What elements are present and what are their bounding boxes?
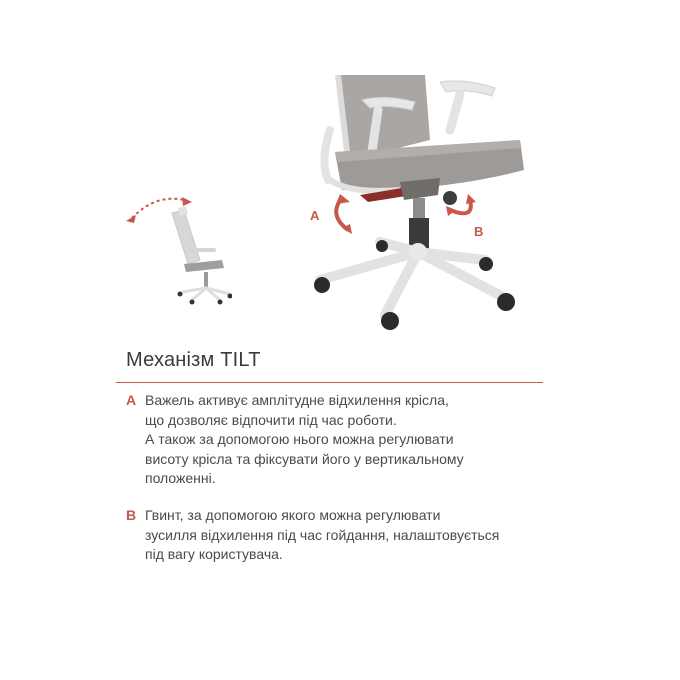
marker-b: B — [474, 224, 484, 239]
item-description: Важель активує амплітудне відхилення крісла, що дозволяє відпочити під час роботи. А також за допомогою нього можна регулювати висоту крісла та фіксувати його у вертикальному положенні. — [145, 392, 464, 486]
reclining-chair-illustration — [122, 188, 232, 313]
item-letter: A — [126, 392, 137, 408]
tension-knob — [443, 191, 457, 205]
recline-arrowhead-left — [126, 215, 136, 223]
item-description: Гвинт, за допомогою якого можна регулювати зусилля відхилення під час гойдання, налаштовується під вагу користувача. — [145, 507, 500, 562]
item-letter: B — [126, 507, 137, 523]
heading-divider — [116, 382, 543, 383]
marker-a: A — [310, 208, 320, 223]
chair-mechanism-illustration — [290, 70, 540, 340]
recline-arrowhead-right — [182, 197, 192, 206]
section-heading: Механізм TILT — [126, 349, 261, 371]
